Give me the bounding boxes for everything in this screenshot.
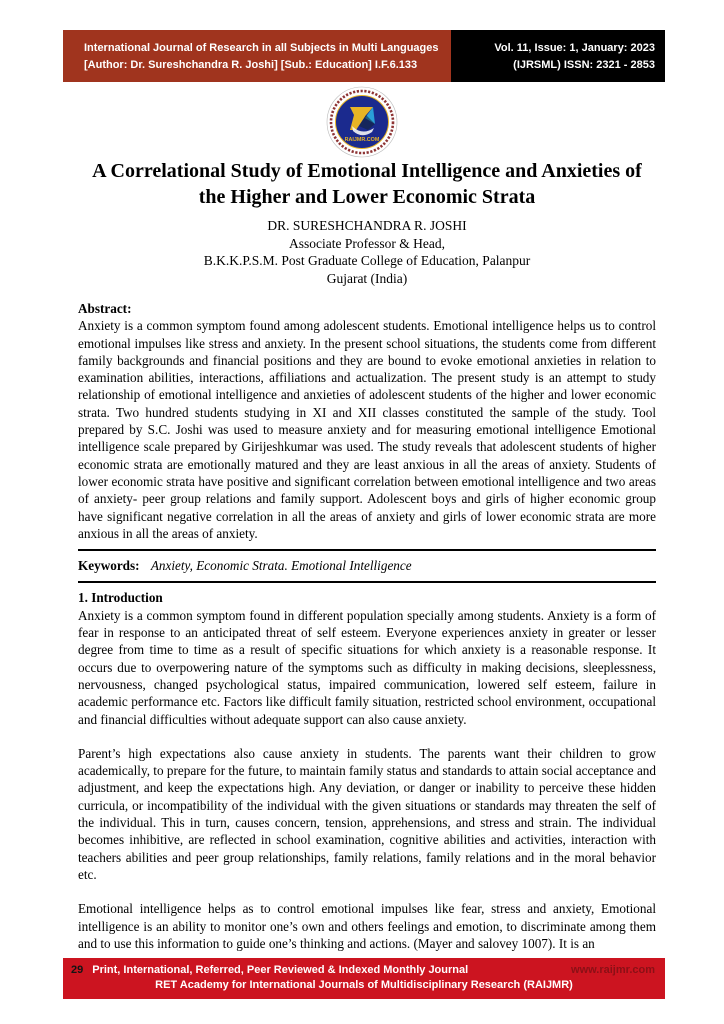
divider-above-keywords bbox=[78, 549, 656, 551]
journal-author-subject: [Author: Dr. Sureshchandra R. Joshi] [Sub.: Education] I.F.6.133 bbox=[84, 58, 418, 71]
footer-row1 bbox=[63, 963, 665, 978]
journal-header-right bbox=[451, 30, 665, 82]
footer-website-link[interactable]: www.raijmr.com bbox=[571, 964, 655, 976]
paper-title: A Correlational Study of Emotional Intelligence and Anxieties of the Higher and Lower Economic Strata bbox=[92, 160, 642, 208]
author-location: Gujarat (India) bbox=[326, 270, 408, 286]
journal-name: International Journal of Research in all Subjects in Multi Languages bbox=[84, 41, 439, 54]
author-designation: Associate Professor & Head, bbox=[289, 235, 445, 251]
paragraph-gap bbox=[78, 728, 656, 745]
divider-below-keywords bbox=[78, 581, 656, 583]
author-name: DR. SURESHCHANDRA R. JOSHI bbox=[267, 218, 467, 233]
svg-text:RAIJMR.COM: RAIJMR.COM bbox=[344, 137, 380, 143]
abstract-heading: Abstract: bbox=[78, 301, 132, 316]
journal-header bbox=[63, 30, 665, 82]
introduction-para2: Parent’s high expectations also cause anxiety in students. The parents want their children to grow academically, to prepare for the future, to maintain family status and standards to attain social acceptance and adjustment, and keep the expectations high. Any deviation, or danger or inability to perceive these hidden curricula, or incompatibility of the individual with the given situations or standards may threaten the self of the individual. This in turn, causes concern, tension, apprehensions, and stress and strain. The individual becomes inhibitive, are reflected in school examination, cognitive abilities and activities, interaction with teachers abilities and peer group relationships, family relations, family relations and in the moral behavior etc. bbox=[78, 745, 656, 882]
journal-issn: (IJRSML) ISSN: 2321 - 2853 bbox=[513, 58, 655, 71]
paragraph-gap bbox=[78, 883, 656, 900]
introduction-para3: Emotional intelligence helps as to control emotional impulses like fear, stress and anxiety, Emotional intelligence is an ability to monitor one’s own and others feelings and emotion, to discriminate among them and to use this information to guide one’s thinking and actions. (Mayer and salovey 1007). It is an bbox=[78, 901, 656, 951]
footer-academy-label: RET Academy for International Journals of Multidisciplinary Research (RAIJMR) bbox=[155, 979, 573, 991]
footer-journal-label: Print, International, Referred, Peer Reviewed & Indexed Monthly Journal bbox=[92, 964, 469, 976]
raijmr-logo-icon bbox=[326, 86, 398, 163]
keywords-label: Keywords: bbox=[78, 558, 140, 574]
introduction-para1: Anxiety is a common symptom found in different population specially among students. Anxiety is a form of fear in response to an anticipated threat of self esteem. Everyone experiences anxiety in greater or lesser degree from time to time as a result of specific situations for which anxiety is a reasonable response. It occurs due to overpowering nature of the symptoms such as difficulty in making decisions, sleeplessness, nervousness, changed psychological status, impaired communication, lowered self esteem, failure in academic performance etc. Factors like difficult family situation, restricted school environment, occupational and financial difficulties without adequate support can also cause anxiety. bbox=[78, 607, 656, 727]
page-number: 29 bbox=[71, 964, 84, 976]
paper-body bbox=[78, 158, 656, 952]
abstract-text: Anxiety is a common symptom found among adolescent students. Emotional intelligence helps us to control emotional impulses like stress and anxiety. In the present school situations, the students come from different family backgrounds and financial positions and they are bound to evoke emotional anxieties in relation to examination abilities, interactions, affiliations and actualization. The present study is an attempt to study relationship of emotional intelligence and anxieties of adolescent students of the higher and lower economic strata. Two hundred students studying in XI and XII classes constituted the sample of the study. Tool prepared by S.C. Joshi was used to measure anxiety and for measuring emotional intelligence Emotional intelligence scale prepared by Girijeshkumar was used. The study reveals that adolescent students of higher economic strata are emotionally matured and they are least anxious in all the areas of anxiety. Students of lower economic strata have positive and significant correlation between emotional intelligence and two areas of anxiety- peer group relations and family support. Adolescent boys and girls of higher economic group have significant negative correlation in all the areas of anxiety and girls of lower economic strata are more anxious in all the areas of anxiety. bbox=[78, 318, 656, 541]
keywords-text: Anxiety, Economic Strata. Emotional Intelligence bbox=[150, 558, 412, 574]
keywords-line bbox=[78, 557, 656, 574]
journal-header-left bbox=[63, 30, 451, 82]
journal-footer bbox=[63, 958, 665, 999]
author-block bbox=[78, 217, 656, 287]
author-institution: B.K.K.P.S.M. Post Graduate College of Education, Palanpur bbox=[203, 253, 531, 268]
introduction-heading: 1. Introduction bbox=[78, 590, 163, 606]
journal-volume-issue: Vol. 11, Issue: 1, January: 2023 bbox=[494, 41, 655, 54]
